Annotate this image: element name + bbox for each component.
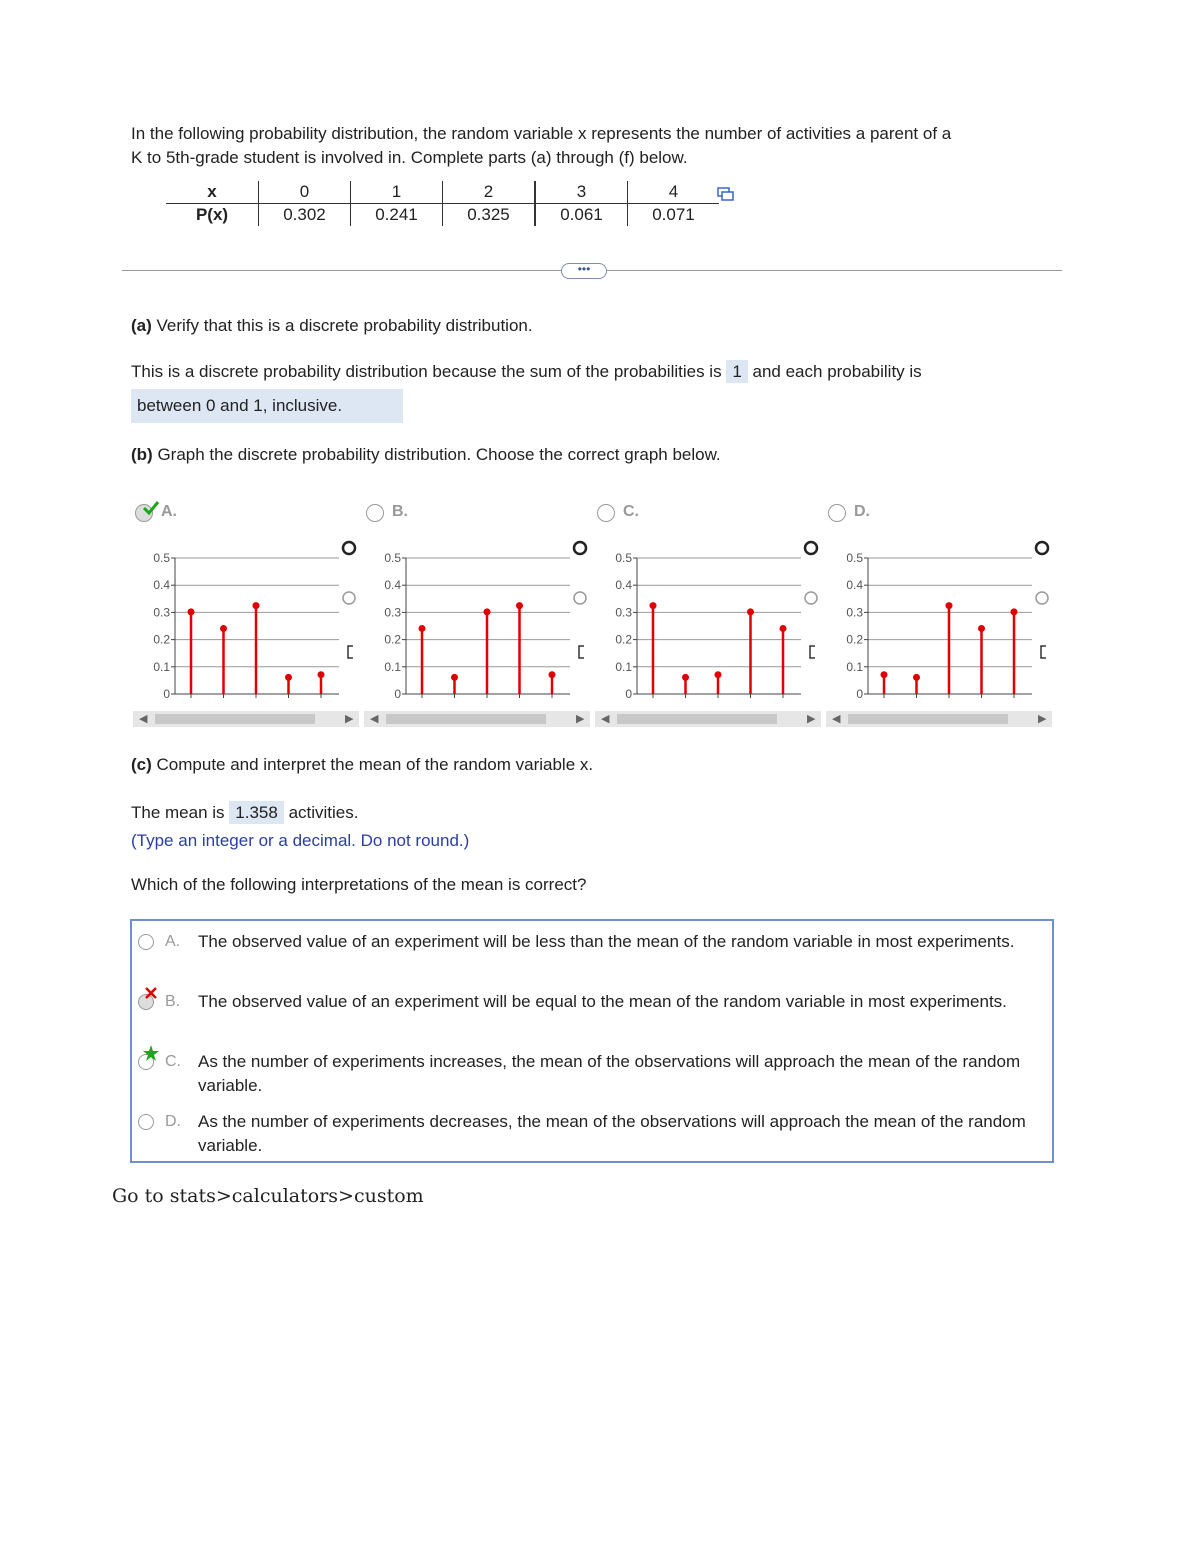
- zoom-icon[interactable]: [1034, 540, 1050, 556]
- probability-point: [220, 625, 227, 632]
- probability-point: [913, 674, 920, 681]
- y-tick-label: 0.1: [153, 659, 170, 674]
- p-value: 0.071: [652, 205, 695, 224]
- expand-more-button[interactable]: •••: [561, 263, 607, 279]
- x-header: x: [166, 181, 259, 204]
- y-tick-label: 0.3: [846, 605, 863, 620]
- option-letter: D.: [854, 503, 870, 520]
- probability-point: [881, 671, 888, 678]
- graph-chart: [826, 540, 1056, 710]
- horizontal-scrollbar[interactable]: [364, 711, 590, 727]
- sum-answer-box[interactable]: 1: [726, 360, 747, 383]
- y-tick-label: 0.5: [384, 551, 401, 565]
- px-header: P(x): [166, 204, 259, 227]
- radio-button[interactable]: [138, 934, 154, 950]
- probability-point: [188, 608, 195, 615]
- scroll-left-icon[interactable]: ◀: [832, 713, 841, 725]
- probability-point: [682, 674, 689, 681]
- y-tick-label: 0.4: [153, 578, 170, 593]
- interpretation-options: [130, 919, 1054, 1163]
- zoom-icon[interactable]: [803, 590, 819, 606]
- part-c-prompt: [131, 753, 593, 777]
- scroll-right-icon[interactable]: ▶: [807, 713, 816, 725]
- option-text: The observed value of an experiment will be equal to the mean of the random variable in most experiments.: [198, 992, 1007, 1011]
- horizontal-scrollbar[interactable]: [595, 711, 821, 727]
- scroll-thumb[interactable]: [848, 714, 1008, 724]
- scroll-left-icon[interactable]: ◀: [601, 713, 610, 725]
- expand-graph-icon[interactable]: [807, 644, 819, 660]
- mean-post: activities.: [288, 803, 359, 822]
- zoom-icon[interactable]: [572, 590, 588, 606]
- interpretation-question: Which of the following interpretations of the mean is correct?: [131, 875, 587, 894]
- x-value: 3: [535, 181, 628, 204]
- expand-graph-icon[interactable]: [1038, 644, 1050, 660]
- option-letter: C.: [623, 503, 639, 520]
- scroll-right-icon[interactable]: ▶: [345, 713, 354, 725]
- y-tick-label: 0.2: [615, 632, 632, 647]
- probability-point: [747, 608, 754, 615]
- radio-button[interactable]: [597, 504, 615, 522]
- distribution-table: [166, 181, 719, 226]
- correct-star-icon: [142, 1044, 160, 1062]
- scroll-right-icon[interactable]: ▶: [576, 713, 585, 725]
- y-tick-label: 0.1: [846, 659, 863, 674]
- y-tick-label: 0.3: [615, 605, 632, 620]
- graph-option-b[interactable]: [364, 500, 584, 732]
- y-tick-label: 0.3: [153, 605, 170, 620]
- graph-chart: [364, 540, 594, 710]
- option-text: The observed value of an experiment will be less than the mean of the random variable in most experiments.: [198, 932, 1015, 951]
- probability-point: [780, 625, 787, 632]
- probability-point: [516, 602, 523, 609]
- y-tick-label: 0.3: [384, 605, 401, 620]
- zoom-icon[interactable]: [1034, 590, 1050, 606]
- scroll-thumb[interactable]: [617, 714, 777, 724]
- part-b-label: (b): [131, 445, 153, 464]
- scroll-right-icon[interactable]: ▶: [1038, 713, 1047, 725]
- zoom-icon[interactable]: [803, 540, 819, 556]
- intro-line-2: K to 5th-grade student is involved in. Complete parts (a) through (f) below.: [131, 148, 688, 167]
- probability-point: [1011, 608, 1018, 615]
- probability-point: [419, 625, 426, 632]
- probability-point: [318, 671, 325, 678]
- probability-point: [253, 602, 260, 609]
- copy-table-icon[interactable]: [717, 187, 735, 201]
- probability-point: [549, 671, 556, 678]
- part-c-prompt-text: Compute and interpret the mean of the random variable x.: [156, 755, 594, 774]
- mean-sentence: [131, 801, 358, 825]
- y-tick-label: 0.2: [384, 632, 401, 647]
- wrong-x-icon: [144, 986, 158, 1000]
- y-tick-label: 0: [625, 687, 632, 701]
- probability-point: [484, 608, 491, 615]
- part-a-sentence-mid: and each probability is: [752, 362, 922, 381]
- range-answer-dropdown[interactable]: between 0 and 1, inclusive.: [131, 389, 403, 423]
- y-tick-label: 0.4: [615, 578, 632, 593]
- option-letter: A.: [161, 503, 177, 520]
- x-value: 4: [668, 182, 679, 201]
- option-letter: C.: [165, 1053, 181, 1070]
- correct-check-icon: [142, 500, 160, 516]
- x-value: 1: [351, 181, 443, 204]
- radio-button[interactable]: [366, 504, 384, 522]
- graph-option-c[interactable]: [595, 500, 815, 732]
- p-value: 0.241: [351, 204, 443, 227]
- part-a-prompt-text: Verify that this is a discrete probability distribution.: [156, 316, 533, 335]
- part-a-label: (a): [131, 316, 152, 335]
- expand-graph-icon[interactable]: [345, 644, 357, 660]
- y-tick-label: 0.1: [384, 659, 401, 674]
- zoom-icon[interactable]: [341, 590, 357, 606]
- probability-point: [451, 674, 458, 681]
- y-tick-label: 0.4: [846, 578, 863, 593]
- p-value: 0.061: [535, 204, 628, 227]
- part-b-prompt-text: Graph the discrete probability distribution. Choose the correct graph below.: [157, 445, 721, 464]
- y-tick-label: 0.5: [153, 551, 170, 565]
- y-tick-label: 0: [394, 687, 401, 701]
- part-c-label: (c): [131, 755, 152, 774]
- option-letter: D.: [165, 1113, 181, 1130]
- graph-chart: [595, 540, 825, 710]
- graph-option-d[interactable]: [826, 500, 1046, 732]
- part-a-prompt: [131, 314, 533, 338]
- scroll-thumb[interactable]: [386, 714, 546, 724]
- p-value: 0.325: [443, 204, 536, 227]
- expand-graph-icon[interactable]: [576, 644, 588, 660]
- radio-button[interactable]: [828, 504, 846, 522]
- y-tick-label: 0: [163, 687, 170, 701]
- option-text: As the number of experiments increases, the mean of the observations will approach the mean of the random variable.: [198, 1052, 1021, 1095]
- option-letter: B.: [165, 993, 181, 1010]
- graph-chart: [133, 540, 363, 710]
- y-tick-label: 0.2: [846, 632, 863, 647]
- part-a-sentence: [131, 360, 922, 384]
- x-value: 2: [443, 181, 536, 204]
- y-tick-label: 0.1: [615, 659, 632, 674]
- footer-note: Go to stats>calculators>custom: [112, 1185, 424, 1207]
- probability-point: [285, 674, 292, 681]
- p-value: 0.302: [259, 204, 351, 227]
- part-a-sentence-pre: This is a discrete probability distribution because the sum of the probabilities is: [131, 362, 722, 381]
- y-tick-label: 0.5: [615, 551, 632, 565]
- graph-option-a[interactable]: [133, 500, 353, 732]
- part-b-prompt: [131, 443, 721, 467]
- y-tick-label: 0.4: [384, 578, 401, 593]
- intro-line-1: In the following probability distribution, the random variable x represents the number of activities a parent of a: [131, 124, 952, 143]
- scroll-thumb[interactable]: [155, 714, 315, 724]
- mean-pre: The mean is: [131, 803, 225, 822]
- mean-answer-box[interactable]: 1.358: [229, 801, 284, 824]
- zoom-icon[interactable]: [572, 540, 588, 556]
- y-tick-label: 0.5: [846, 551, 863, 565]
- horizontal-scrollbar[interactable]: [133, 711, 359, 727]
- option-text: As the number of experiments decreases, the mean of the observations will approach the mean of the random variable.: [198, 1112, 1026, 1155]
- probability-point: [946, 602, 953, 609]
- horizontal-scrollbar[interactable]: [826, 711, 1052, 727]
- radio-button[interactable]: [138, 1114, 154, 1130]
- y-tick-label: 0: [856, 687, 863, 701]
- option-letter: B.: [392, 503, 408, 520]
- mean-hint: (Type an integer or a decimal. Do not round.): [131, 831, 470, 850]
- x-value: 0: [259, 181, 351, 204]
- scroll-left-icon[interactable]: ◀: [139, 713, 148, 725]
- zoom-icon[interactable]: [341, 540, 357, 556]
- option-letter: A.: [165, 933, 181, 950]
- y-tick-label: 0.2: [153, 632, 170, 647]
- probability-point: [650, 602, 657, 609]
- scroll-left-icon[interactable]: ◀: [370, 713, 379, 725]
- probability-point: [978, 625, 985, 632]
- probability-point: [715, 671, 722, 678]
